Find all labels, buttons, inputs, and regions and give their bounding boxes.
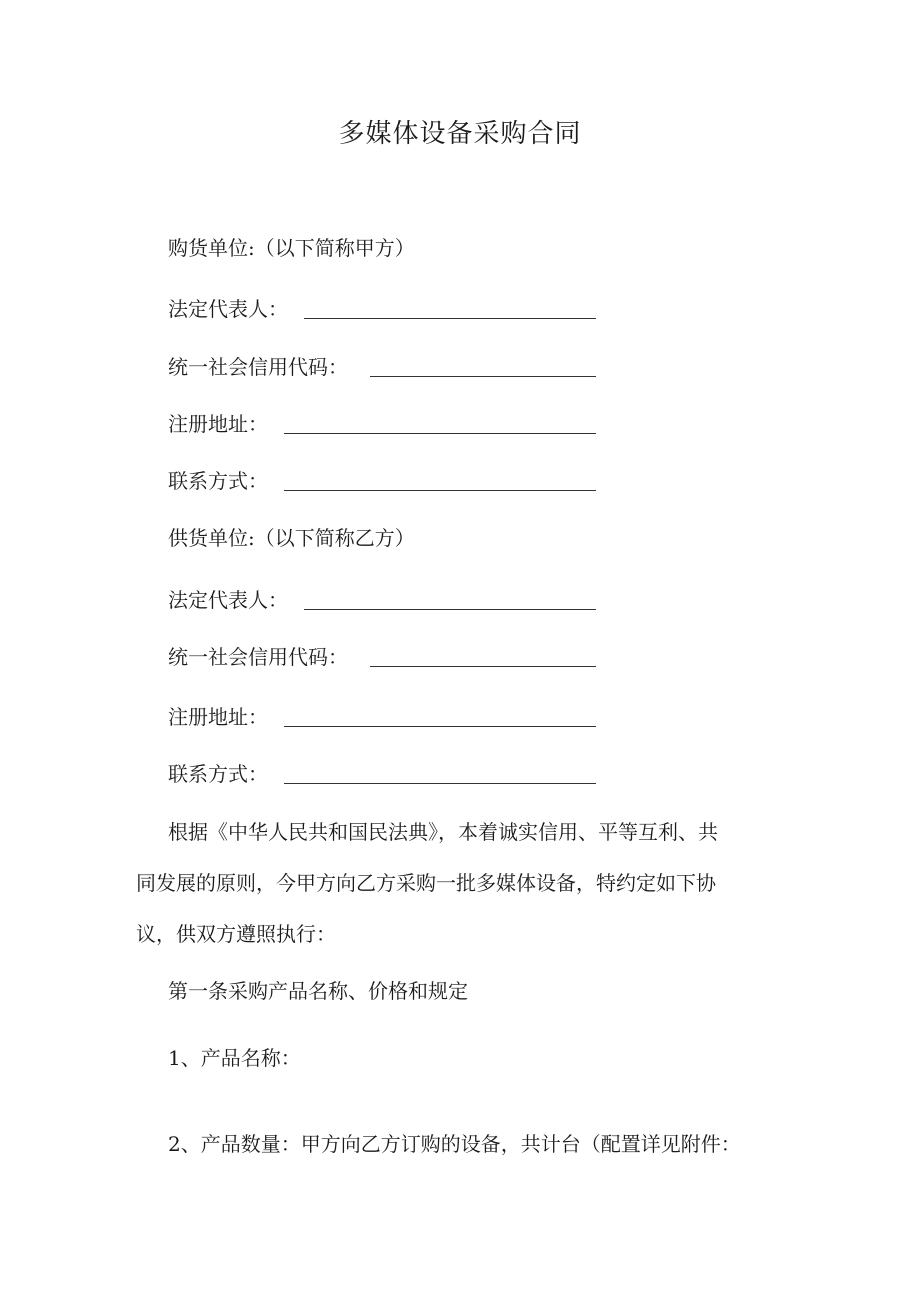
seller-unit-label: 供货单位:（以下简称乙方） — [168, 526, 415, 550]
buyer-contact-label: 联系方式： — [168, 469, 268, 493]
buyer-address-blank — [284, 433, 596, 434]
seller-credit-code-label: 统一社会信用代码： — [168, 645, 348, 669]
seller-contact-blank — [284, 783, 596, 784]
buyer-legal-rep-blank — [304, 318, 596, 319]
item-2-product-quantity: 2、产品数量：甲方向乙方订购的设备，共计台（配置详见附件： — [168, 1132, 741, 1156]
seller-legal-rep-label: 法定代表人： — [168, 588, 288, 612]
seller-legal-rep-blank — [304, 609, 596, 610]
buyer-legal-rep-label: 法定代表人： — [168, 297, 288, 321]
buyer-credit-code-label: 统一社会信用代码： — [168, 355, 348, 379]
preamble-line-1: 根据《中华人民共和国民法典》，本着诚实信用、平等互利、共 — [168, 820, 718, 844]
article-1-heading: 第一条采购产品名称、价格和规定 — [168, 979, 468, 1003]
seller-address-blank — [284, 726, 596, 727]
seller-credit-code-blank — [370, 666, 596, 667]
seller-address-label: 注册地址： — [168, 705, 268, 729]
buyer-credit-code-blank — [370, 376, 596, 377]
buyer-unit-label: 购货单位:（以下简称甲方） — [168, 236, 415, 260]
item-1-product-name: 1、产品名称： — [168, 1046, 301, 1070]
buyer-contact-blank — [284, 490, 596, 491]
preamble-line-2: 同发展的原则，今甲方向乙方采购一批多媒体设备，特约定如下协 — [136, 871, 716, 895]
preamble-line-3: 议，供双方遵照执行： — [136, 922, 336, 946]
seller-contact-label: 联系方式： — [168, 762, 268, 786]
document-title: 多媒体设备采购合同 — [338, 119, 582, 149]
buyer-address-label: 注册地址： — [168, 412, 268, 436]
